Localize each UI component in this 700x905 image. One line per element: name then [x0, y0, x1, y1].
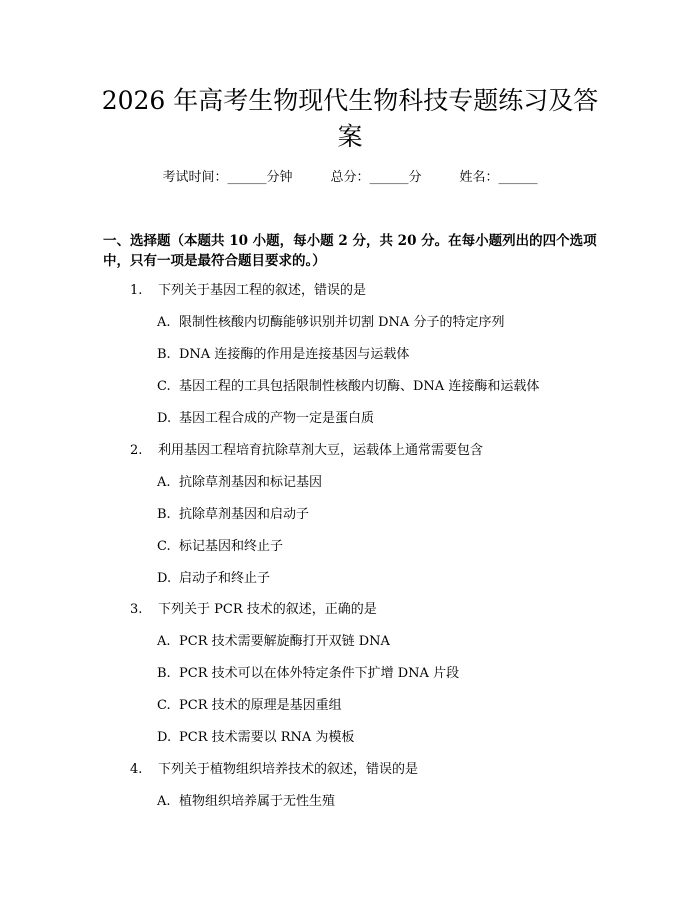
option-label: D.	[157, 730, 172, 745]
question-2-option-d	[157, 570, 270, 588]
question-3	[130, 601, 377, 619]
question-3-option-d	[157, 729, 354, 747]
question-text: 利用基因工程培育抗除草剂大豆，运载体上通常需要包含	[158, 443, 484, 458]
option-text: 标记基因和终止子	[179, 539, 284, 554]
option-text: PCR 技术可以在体外特定条件下扩增 DNA 片段	[179, 666, 460, 681]
option-label: B.	[157, 507, 171, 522]
option-text: PCR 技术需要解旋酶打开双链 DNA	[179, 634, 390, 649]
option-text: PCR 技术的原理是基因重组	[179, 698, 342, 713]
question-1-option-c	[157, 378, 539, 396]
option-text: 基因工程的工具包括限制性核酸内切酶、DNA 连接酶和运载体	[179, 379, 540, 394]
option-text: DNA 连接酶的作用是连接基因与运载体	[179, 347, 410, 362]
question-number: 3.	[130, 602, 143, 617]
question-2-option-c	[157, 538, 283, 556]
page-title: 2026 年高考生物现代生物科技专题练习及答	[101, 86, 599, 115]
question-1-option-b	[157, 346, 409, 364]
option-label: B.	[157, 347, 171, 362]
question-4-option-a	[157, 793, 335, 811]
exam-time: 考试时间：______分钟	[162, 170, 293, 185]
option-label: A.	[157, 475, 171, 490]
exam-meta	[0, 169, 700, 187]
option-label: A.	[157, 634, 171, 649]
section-heading: 一、选择题（本题共 10 小题，每小题 2 分，共 20 分。在每小题列出的四个选项中，只有一项是最符合题目要求的。）	[103, 233, 597, 269]
question-number: 4.	[130, 762, 143, 777]
question-1	[130, 282, 366, 300]
question-number: 1.	[130, 283, 143, 298]
option-label: D.	[157, 411, 172, 426]
question-1-option-a	[157, 314, 504, 332]
question-text: 下列关于植物组织培养技术的叙述，错误的是	[158, 762, 419, 777]
question-1-option-d	[157, 410, 374, 428]
option-text: 植物组织培养属于无性生殖	[179, 794, 336, 809]
option-label: D.	[157, 571, 172, 586]
option-label: C.	[157, 539, 171, 554]
option-label: A.	[157, 794, 171, 809]
option-text: 启动子和终止子	[179, 571, 271, 586]
question-4	[130, 761, 418, 779]
option-label: C.	[157, 379, 171, 394]
option-text: 基因工程合成的产物一定是蛋白质	[179, 411, 375, 426]
option-label: B.	[157, 666, 171, 681]
question-3-option-a	[157, 633, 390, 651]
student-name: 姓名：______	[459, 170, 538, 185]
option-label: A.	[157, 315, 171, 330]
option-text: 限制性核酸内切酶能够识别并切割 DNA 分子的特定序列	[179, 315, 505, 330]
question-3-option-c	[157, 697, 342, 715]
question-number: 2.	[130, 443, 143, 458]
question-2-option-a	[157, 474, 322, 492]
total-score: 总分：______分	[330, 170, 422, 185]
question-2	[130, 442, 483, 460]
question-3-option-b	[157, 665, 459, 683]
question-text: 下列关于基因工程的叙述，错误的是	[158, 283, 367, 298]
option-text: PCR 技术需要以 RNA 为模板	[179, 730, 355, 745]
option-text: 抗除草剂基因和标记基因	[179, 475, 323, 490]
question-2-option-b	[157, 506, 309, 524]
question-text: 下列关于 PCR 技术的叙述，正确的是	[158, 602, 377, 617]
option-text: 抗除草剂基因和启动子	[179, 507, 310, 522]
page-title-continued: 案	[337, 122, 363, 151]
option-label: C.	[157, 698, 171, 713]
